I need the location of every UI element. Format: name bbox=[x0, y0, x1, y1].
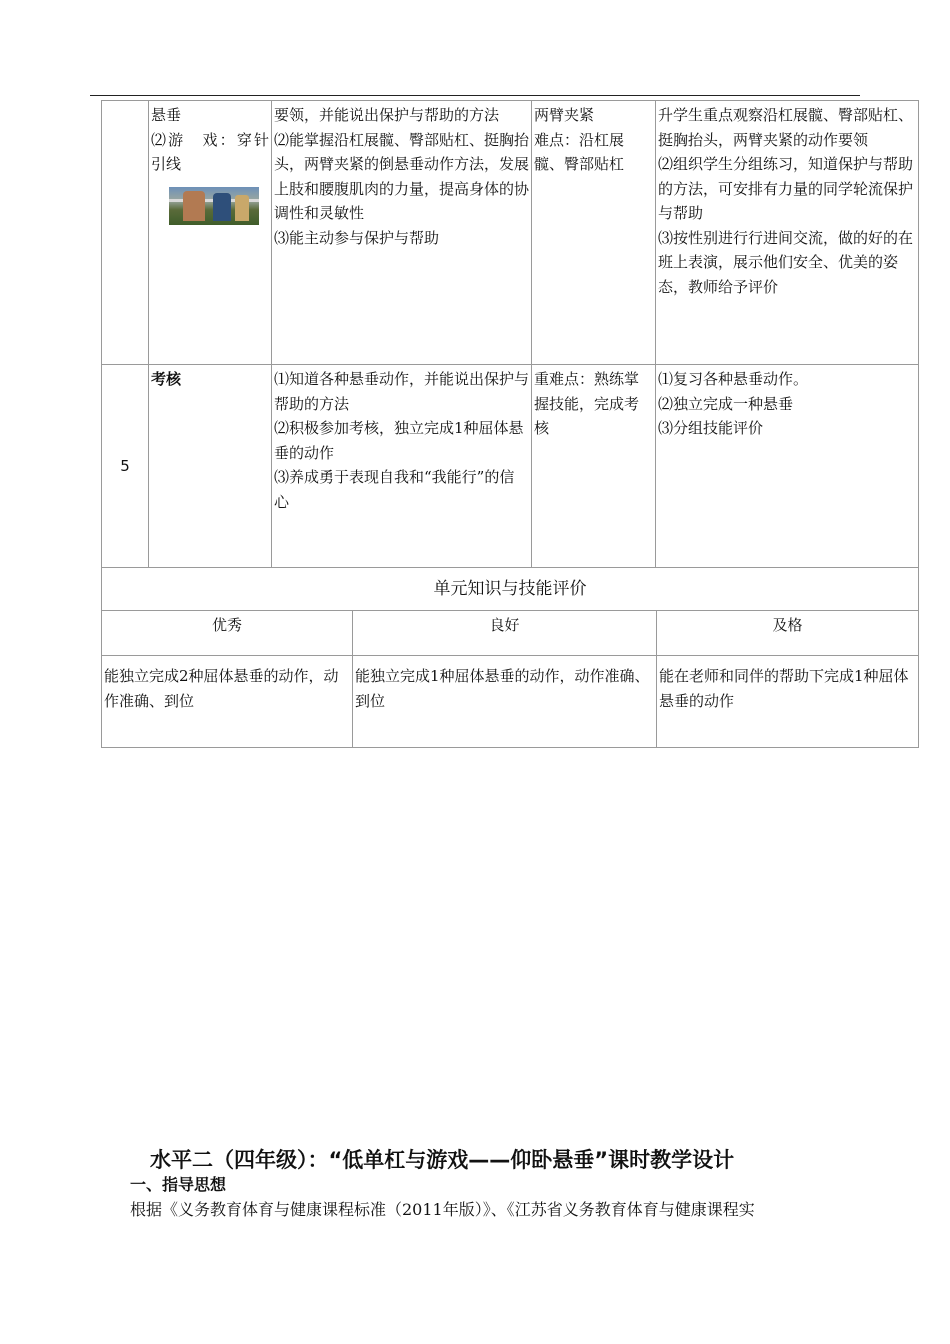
level-good: 良好 bbox=[353, 611, 657, 656]
key-points-cell: 两臂夹紧 难点：沿杠展髋、臀部贴杠 bbox=[532, 101, 656, 365]
evaluation-title: 单元知识与技能评价 bbox=[102, 568, 919, 611]
body-paragraph: 根据《义务教育体育与健康课程标准（2011年版）》、《江苏省义务教育体育与健康课程实 bbox=[130, 1200, 755, 1219]
criteria-excellent: 能独立完成2种屈体悬垂的动作，动作准确、到位 bbox=[102, 656, 353, 748]
content-line: ⑵游 戏：穿针引线 bbox=[151, 130, 269, 173]
table-row bbox=[102, 611, 919, 656]
table-row bbox=[102, 365, 919, 568]
header-rule bbox=[90, 95, 860, 96]
key-points-cell: 重难点：熟练掌握技能，完成考核 bbox=[532, 365, 656, 568]
unit-plan-table bbox=[101, 100, 919, 748]
table-row bbox=[102, 656, 919, 748]
criteria-good: 能独立完成1种屈体悬垂的动作，动作准确、到位 bbox=[353, 656, 657, 748]
level-pass: 及格 bbox=[657, 611, 919, 656]
section-heading: 一、指导思想 bbox=[130, 1175, 227, 1194]
content-line: 悬垂 bbox=[151, 106, 182, 124]
content-cell bbox=[149, 101, 272, 365]
methods-cell: ⑴复习各种悬垂动作。 ⑵独立完成一种悬垂 ⑶分组技能评价 bbox=[656, 365, 919, 568]
methods-cell: 升学生重点观察沿杠展髋、臀部贴杠、挺胸抬头，两臂夹紧的动作要领 ⑵组织学生分组练习，知道保护与帮助的方法，可安排有力量的同学轮流保护与帮助 ⑶按性别进行行进间交流，做的好的在班上表演，展示他们安全、优美的姿态，教师给予评价 bbox=[656, 101, 919, 365]
activity-photo bbox=[169, 187, 259, 225]
content-cell: 考核 bbox=[149, 365, 272, 568]
lesson-number-cell bbox=[102, 101, 149, 365]
criteria-pass: 能在老师和同伴的帮助下完成1种屈体悬垂的动作 bbox=[657, 656, 919, 748]
level-excellent: 优秀 bbox=[102, 611, 353, 656]
goals-cell: 要领，并能说出保护与帮助的方法 ⑵能掌握沿杠展髋、臀部贴杠、挺胸抬头，两臂夹紧的倒悬垂动作方法，发展上肢和腰腹肌肉的力量，提高身体的协调性和灵敏性 ⑶能主动参与保护与帮助 bbox=[272, 101, 532, 365]
table-row bbox=[102, 101, 919, 365]
page-title: 水平二（四年级）：“低单杠与游戏——仰卧悬垂”课时教学设计 bbox=[150, 1148, 735, 1172]
table-row bbox=[102, 568, 919, 611]
lesson-number-cell: 5 bbox=[102, 365, 149, 568]
goals-cell: ⑴知道各种悬垂动作，并能说出保护与帮助的方法 ⑵积极参加考核，独立完成1种屈体悬垂的动作 ⑶养成勇于表现自我和“我能行”的信心 bbox=[272, 365, 532, 568]
